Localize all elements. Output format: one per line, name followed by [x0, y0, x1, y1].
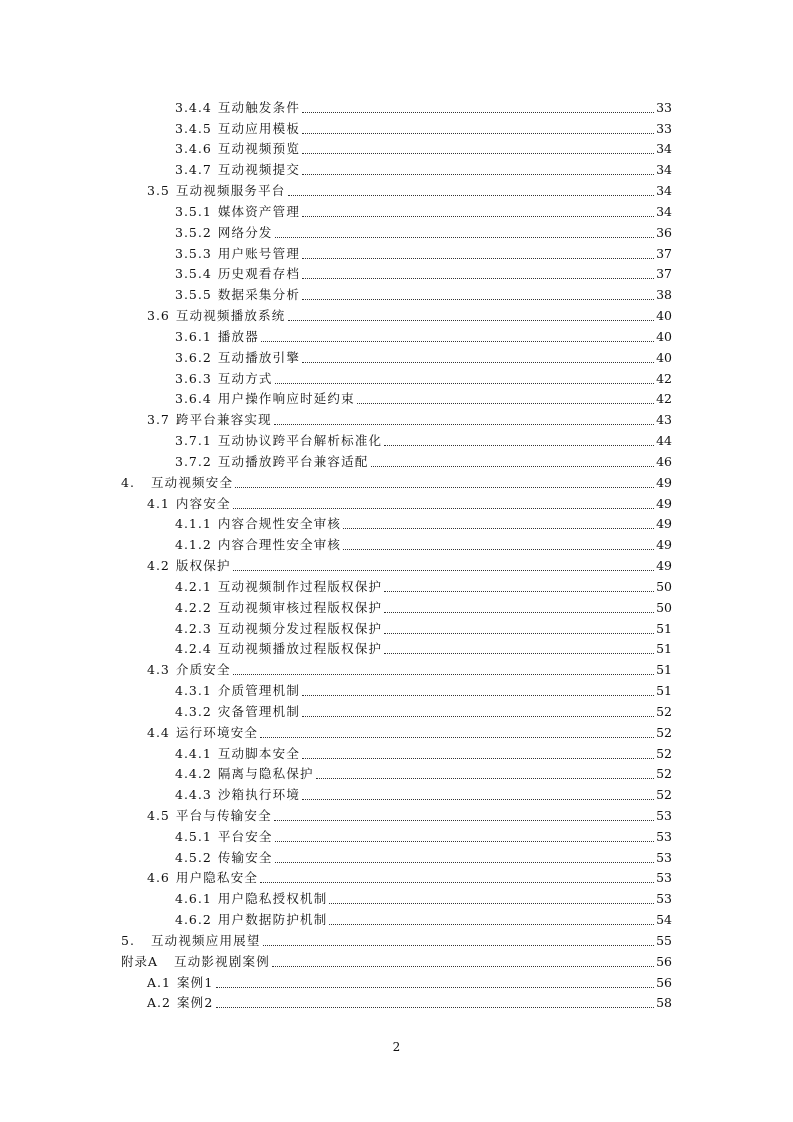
toc-entry-page: 33	[656, 99, 672, 115]
dot-leader	[302, 276, 654, 279]
toc-entry-page: 33	[656, 120, 672, 136]
toc-entry-page: 34	[656, 141, 672, 157]
toc-entry-page: 34	[656, 203, 672, 219]
table-of-contents	[0, 95, 793, 1011]
dot-leader	[302, 151, 654, 154]
toc-entry-number: 4.2.1	[175, 578, 212, 594]
toc-entry-line	[0, 100, 793, 116]
toc-entry[interactable]	[0, 574, 793, 595]
toc-entry-title: 运行环境安全	[175, 724, 259, 740]
toc-entry-page: 50	[656, 578, 672, 594]
toc-entry-number: 3.5.4	[175, 266, 212, 282]
toc-entry-line	[0, 496, 793, 512]
toc-entry-page: 37	[656, 245, 672, 261]
toc-entry-page: 53	[656, 828, 672, 844]
toc-entry[interactable]	[0, 803, 793, 824]
toc-entry-page: 42	[656, 391, 672, 407]
toc-entry-title: 互动影视剧案例	[174, 953, 270, 969]
toc-entry[interactable]	[0, 345, 793, 366]
dot-leader	[357, 401, 654, 404]
toc-entry-title: 历史观看存档	[217, 266, 301, 282]
toc-entry-number: 4.6	[147, 870, 170, 886]
toc-entry-page: 53	[656, 891, 672, 907]
toc-entry-line	[0, 371, 793, 387]
toc-entry[interactable]	[0, 991, 793, 1012]
toc-entry[interactable]	[0, 970, 793, 991]
toc-entry-line	[0, 537, 793, 553]
toc-entry-number: 3.5.5	[175, 287, 212, 303]
dot-leader	[275, 235, 654, 238]
toc-entry-line	[0, 870, 793, 886]
toc-entry-number: 3.6.4	[175, 391, 212, 407]
dot-leader	[302, 756, 654, 759]
dot-leader	[302, 714, 654, 717]
toc-entry-line	[0, 787, 793, 803]
dot-leader	[233, 568, 654, 571]
toc-entry-page: 56	[656, 953, 672, 969]
toc-entry-page: 53	[656, 807, 672, 823]
toc-entry-page: 46	[656, 453, 672, 469]
toc-entry-title: 隔离与隐私保护	[217, 766, 314, 782]
toc-entry-number: 3.4.5	[175, 120, 212, 136]
toc-entry-line	[0, 725, 793, 741]
toc-entry-title: 互动视频制作过程版权保护	[217, 578, 383, 594]
toc-entry-line	[0, 121, 793, 137]
toc-entry[interactable]	[0, 282, 793, 303]
toc-entry-line	[0, 662, 793, 678]
toc-entry-line	[0, 933, 793, 949]
dot-leader	[302, 297, 654, 300]
dot-leader	[384, 589, 654, 592]
toc-entry[interactable]	[0, 616, 793, 637]
dot-leader	[275, 839, 654, 842]
toc-entry-line	[0, 475, 793, 491]
toc-entry-page: 52	[656, 766, 672, 782]
toc-entry-title: 跨平台兼容实现	[175, 412, 272, 428]
dot-leader	[216, 1005, 655, 1008]
toc-entry-title: 内容合规性安全审核	[217, 516, 342, 532]
toc-entry-title: 灾备管理机制	[217, 703, 301, 719]
toc-entry[interactable]	[0, 762, 793, 783]
dot-leader	[316, 776, 654, 779]
toc-entry-number: A.2	[147, 995, 171, 1011]
page-number: 2	[392, 1040, 401, 1054]
dot-leader	[329, 922, 654, 925]
toc-entry[interactable]	[0, 907, 793, 928]
toc-entry-page: 49	[656, 495, 672, 511]
toc-entry-number: A.1	[147, 974, 171, 990]
toc-entry-title: 互动协议跨平台解析标准化	[217, 433, 383, 449]
dot-leader	[274, 422, 654, 425]
toc-entry-page: 52	[656, 724, 672, 740]
toc-entry-page: 42	[656, 370, 672, 386]
toc-entry[interactable]	[0, 782, 793, 803]
toc-entry-line	[0, 246, 793, 262]
toc-entry[interactable]	[0, 553, 793, 574]
toc-entry-line	[0, 850, 793, 866]
toc-entry-number: 4.5.2	[175, 849, 212, 865]
toc-entry-title: 互动视频播放过程版权保护	[217, 641, 383, 657]
toc-entry-line	[0, 391, 793, 407]
toc-entry[interactable]	[0, 428, 793, 449]
toc-entry-number: 4.6.1	[175, 891, 212, 907]
toc-entry-page: 44	[656, 433, 672, 449]
toc-entry[interactable]	[0, 699, 793, 720]
dot-leader	[263, 943, 655, 946]
toc-entry-line	[0, 829, 793, 845]
toc-entry-page: 49	[656, 474, 672, 490]
toc-entry-page: 49	[656, 558, 672, 574]
toc-entry-number: 4.4.2	[175, 766, 212, 782]
toc-entry-line	[0, 579, 793, 595]
toc-entry-page: 40	[656, 308, 672, 324]
toc-entry-title: 互动视频预览	[217, 141, 301, 157]
toc-entry[interactable]	[0, 824, 793, 845]
dot-leader	[274, 818, 654, 821]
dot-leader	[384, 610, 654, 613]
toc-entry-line	[0, 433, 793, 449]
dot-leader	[261, 339, 654, 342]
toc-entry-line	[0, 766, 793, 782]
toc-entry-number: 3.4.4	[175, 99, 212, 115]
toc-entry[interactable]	[0, 199, 793, 220]
toc-entry-title: 互动脚本安全	[217, 745, 301, 761]
toc-entry[interactable]	[0, 678, 793, 699]
toc-entry-page: 50	[656, 599, 672, 615]
toc-entry-title: 互动视频提交	[217, 162, 301, 178]
toc-entry-line	[0, 287, 793, 303]
toc-entry-number: 4.5	[147, 807, 170, 823]
dot-leader	[302, 172, 654, 175]
toc-entry-title: 用户数据防护机制	[217, 912, 328, 928]
toc-entry-title: 用户隐私安全	[175, 870, 259, 886]
toc-entry-title: 用户操作响应时延约束	[217, 391, 355, 407]
toc-entry-page: 55	[656, 932, 672, 948]
dot-leader	[272, 964, 654, 967]
toc-entry-title: 用户隐私授权机制	[217, 891, 328, 907]
dot-leader	[384, 443, 654, 446]
toc-entry-number: 4.4.3	[175, 787, 212, 803]
toc-entry-line	[0, 141, 793, 157]
toc-entry-page: 38	[656, 287, 672, 303]
toc-entry-number: 3.5.3	[175, 245, 212, 261]
toc-entry[interactable]	[0, 449, 793, 470]
toc-entry-number: 4.6.2	[175, 912, 212, 928]
toc-entry[interactable]	[0, 657, 793, 678]
toc-entry-line	[0, 704, 793, 720]
dot-leader	[288, 193, 655, 196]
toc-entry-number: 3.4.7	[175, 162, 212, 178]
toc-entry-page: 51	[656, 641, 672, 657]
dot-leader	[343, 547, 654, 550]
toc-entry-number: 3.7.1	[175, 433, 212, 449]
dot-leader	[384, 651, 654, 654]
toc-entry-page: 37	[656, 266, 672, 282]
toc-entry-number: 5.	[121, 932, 135, 948]
toc-entry-page: 58	[656, 995, 672, 1011]
toc-entry-line	[0, 516, 793, 532]
toc-entry-line	[0, 683, 793, 699]
toc-entry-line	[0, 162, 793, 178]
toc-entry[interactable]	[0, 720, 793, 741]
toc-entry-number: 4.5.1	[175, 828, 212, 844]
toc-entry-page: 56	[656, 974, 672, 990]
toc-entry-number: 4.3	[147, 662, 170, 678]
toc-entry-line	[0, 995, 793, 1011]
toc-entry-line	[0, 641, 793, 657]
toc-entry-line	[0, 204, 793, 220]
toc-entry[interactable]	[0, 470, 793, 491]
toc-entry-page: 43	[656, 412, 672, 428]
dot-leader	[302, 256, 654, 259]
toc-entry-line	[0, 266, 793, 282]
toc-entry[interactable]	[0, 116, 793, 137]
toc-entry-number: 4.2.4	[175, 641, 212, 657]
toc-entry-title: 互动视频服务平台	[175, 183, 286, 199]
toc-entry-page: 51	[656, 620, 672, 636]
toc-entry-title: 案例2	[176, 995, 214, 1011]
toc-entry-number: 3.4.6	[175, 141, 212, 157]
toc-entry-page: 40	[656, 349, 672, 365]
toc-entry-line	[0, 746, 793, 762]
dot-leader	[260, 735, 654, 738]
dot-leader	[329, 901, 654, 904]
toc-entry-title: 媒体资产管理	[217, 203, 301, 219]
toc-entry-number: 4.4.1	[175, 745, 212, 761]
toc-entry-number: 4.2.3	[175, 620, 212, 636]
dot-leader	[288, 318, 655, 321]
toc-entry[interactable]	[0, 845, 793, 866]
toc-entry-title: 互动视频安全	[150, 474, 234, 490]
toc-entry[interactable]	[0, 949, 793, 970]
toc-entry-title: 播放器	[217, 328, 259, 344]
toc-entry-number: 4.3.1	[175, 683, 212, 699]
toc-entry-number: 3.6.3	[175, 370, 212, 386]
toc-entry-title: 互动视频播放系统	[175, 308, 286, 324]
toc-entry-number: 3.5.1	[175, 203, 212, 219]
toc-entry[interactable]	[0, 366, 793, 387]
toc-entry-page: 34	[656, 183, 672, 199]
toc-entry[interactable]	[0, 387, 793, 408]
toc-entry-title: 互动视频分发过程版权保护	[217, 620, 383, 636]
toc-entry-line	[0, 891, 793, 907]
toc-entry-title: 互动播放跨平台兼容适配	[217, 453, 369, 469]
toc-entry[interactable]	[0, 866, 793, 887]
toc-entry-line	[0, 350, 793, 366]
toc-entry-title: 互动方式	[217, 370, 273, 386]
toc-entry-line	[0, 954, 793, 970]
dot-leader	[302, 110, 654, 113]
toc-entry-line	[0, 975, 793, 991]
toc-entry-title: 互动应用模板	[217, 120, 301, 136]
toc-entry[interactable]	[0, 637, 793, 658]
dot-leader	[371, 464, 655, 467]
toc-entry-title: 互动播放引擎	[217, 349, 301, 365]
dot-leader	[275, 860, 654, 863]
toc-entry-title: 版权保护	[175, 558, 231, 574]
dot-leader	[302, 797, 654, 800]
toc-entry-title: 沙箱执行环境	[217, 787, 301, 803]
toc-entry[interactable]	[0, 241, 793, 262]
toc-entry-number: 3.6.1	[175, 328, 212, 344]
toc-entry-line	[0, 225, 793, 241]
dot-leader	[343, 526, 654, 529]
toc-entry-number: 3.5.2	[175, 224, 212, 240]
toc-entry-number: 4.4	[147, 724, 170, 740]
toc-entry-page: 54	[656, 912, 672, 928]
toc-entry-title: 平台与传输安全	[175, 807, 272, 823]
toc-entry[interactable]	[0, 532, 793, 553]
toc-entry[interactable]	[0, 303, 793, 324]
toc-entry-line	[0, 308, 793, 324]
dot-leader	[233, 672, 654, 675]
toc-entry[interactable]	[0, 741, 793, 762]
toc-entry-page: 49	[656, 516, 672, 532]
toc-entry-line	[0, 808, 793, 824]
toc-entry-title: 用户账号管理	[217, 245, 301, 261]
toc-entry-number: 3.7.2	[175, 453, 212, 469]
toc-entry-title: 平台安全	[217, 828, 273, 844]
dot-leader	[260, 880, 654, 883]
dot-leader	[233, 506, 654, 509]
toc-entry-page: 53	[656, 870, 672, 886]
toc-entry-number: 4.3.2	[175, 703, 212, 719]
dot-leader	[275, 381, 654, 384]
toc-entry[interactable]	[0, 262, 793, 283]
toc-entry-line	[0, 600, 793, 616]
dot-leader	[302, 214, 654, 217]
toc-entry-line	[0, 183, 793, 199]
toc-entry-title: 传输安全	[217, 849, 273, 865]
toc-entry-number: 4.2.2	[175, 599, 212, 615]
toc-entry-title: 内容合理性安全审核	[217, 537, 342, 553]
toc-entry-page: 51	[656, 662, 672, 678]
toc-entry-page: 51	[656, 683, 672, 699]
toc-entry-page: 52	[656, 703, 672, 719]
toc-entry[interactable]	[0, 137, 793, 158]
toc-entry[interactable]	[0, 220, 793, 241]
toc-entry-title: 互动视频应用展望	[150, 932, 261, 948]
toc-entry[interactable]	[0, 178, 793, 199]
dot-leader	[302, 693, 654, 696]
toc-entry-page: 53	[656, 849, 672, 865]
toc-entry-title: 介质安全	[175, 662, 231, 678]
toc-entry-number: 4.	[121, 474, 135, 490]
toc-entry-title: 网络分发	[217, 224, 273, 240]
toc-entry-title: 内容安全	[175, 495, 231, 511]
toc-entry-number: 3.5	[147, 183, 170, 199]
toc-entry-line	[0, 412, 793, 428]
toc-entry-title: 互动视频审核过程版权保护	[217, 599, 383, 615]
toc-entry-number: 3.6.2	[175, 349, 212, 365]
toc-entry[interactable]	[0, 512, 793, 533]
toc-entry-number: 4.1	[147, 495, 170, 511]
toc-entry[interactable]	[0, 886, 793, 907]
toc-entry[interactable]	[0, 491, 793, 512]
dot-leader	[216, 985, 655, 988]
toc-entry-page: 52	[656, 787, 672, 803]
dot-leader	[235, 485, 654, 488]
toc-entry-title: 数据采集分析	[217, 287, 301, 303]
toc-entry-line	[0, 621, 793, 637]
dot-leader	[384, 631, 654, 634]
toc-entry[interactable]	[0, 407, 793, 428]
toc-entry-number: 4.1.1	[175, 516, 212, 532]
dot-leader	[302, 360, 654, 363]
toc-entry-line	[0, 558, 793, 574]
toc-entry-number: 4.1.2	[175, 537, 212, 553]
toc-entry-title: 案例1	[176, 974, 214, 990]
toc-entry-number: 3.7	[147, 412, 170, 428]
toc-entry[interactable]	[0, 928, 793, 949]
toc-entry-title: 介质管理机制	[217, 683, 301, 699]
toc-entry-page: 36	[656, 224, 672, 240]
toc-entry-number: 附录A	[121, 953, 159, 969]
toc-entry[interactable]	[0, 157, 793, 178]
toc-entry-page: 40	[656, 328, 672, 344]
toc-entry[interactable]	[0, 595, 793, 616]
toc-entry[interactable]	[0, 324, 793, 345]
toc-entry-number: 3.6	[147, 308, 170, 324]
toc-entry-page: 49	[656, 537, 672, 553]
toc-entry-line	[0, 329, 793, 345]
toc-entry[interactable]	[0, 95, 793, 116]
toc-entry-title: 互动触发条件	[217, 99, 301, 115]
toc-entry-line	[0, 454, 793, 470]
toc-entry-page: 34	[656, 162, 672, 178]
toc-entry-page: 52	[656, 745, 672, 761]
dot-leader	[302, 131, 654, 134]
toc-entry-line	[0, 912, 793, 928]
toc-entry-number: 4.2	[147, 558, 170, 574]
